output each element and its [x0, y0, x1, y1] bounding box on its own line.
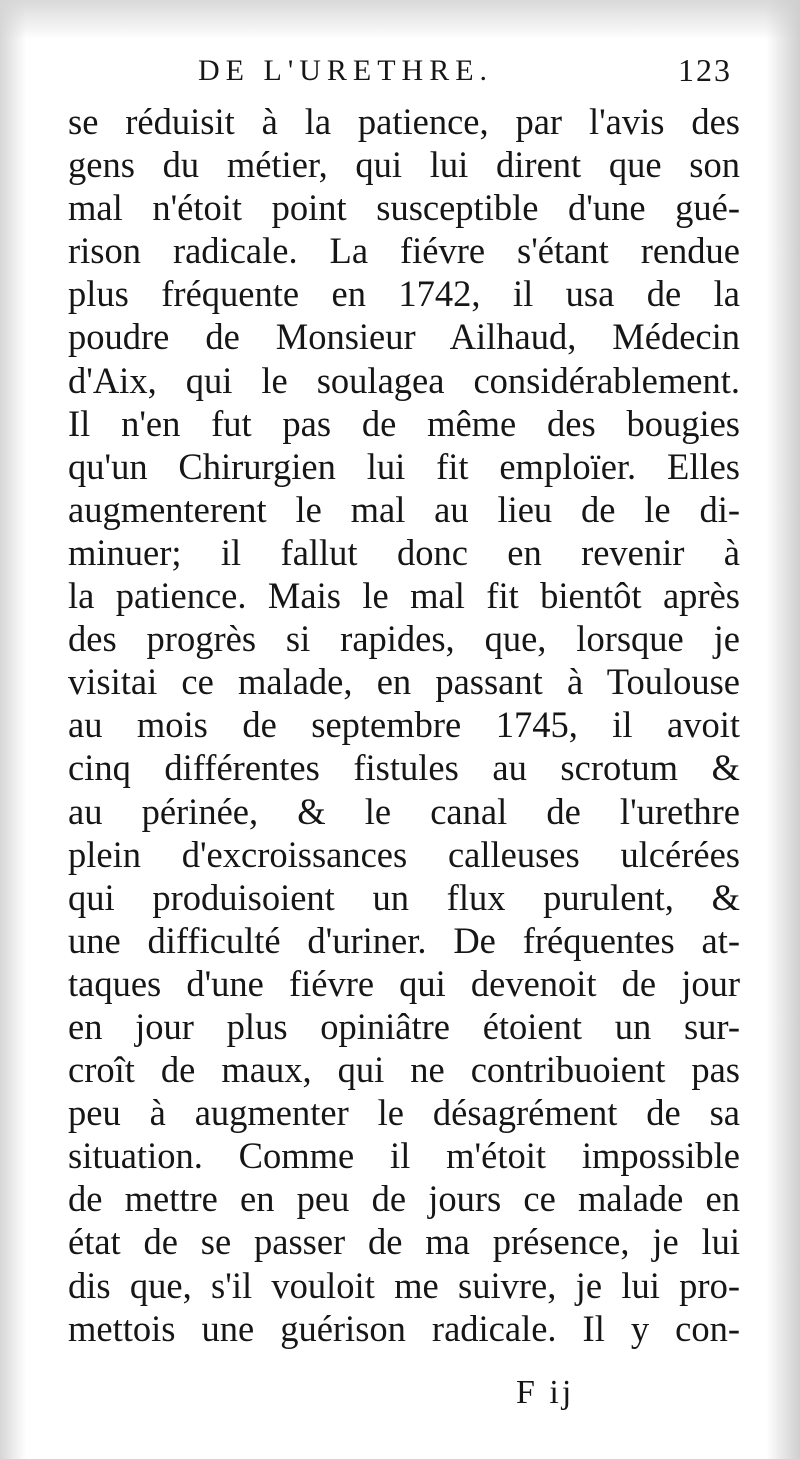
body-text: [68, 100, 740, 1350]
text-line: poudre de Monsieur Ailhaud, Médecin: [68, 316, 740, 358]
text-line: gens du métier, qui lui dirent que son: [68, 144, 740, 186]
text-line: mal n'étoit point susceptible d'une gué-: [68, 187, 740, 229]
text-line: d'Aix, qui le soulagea considérablement.: [68, 359, 740, 401]
text-line: situation. Comme il m'étoit impossible: [68, 1135, 740, 1177]
text-line: au mois de septembre 1745, il avoit: [68, 704, 740, 746]
text-line: dis que, s'il vouloit me suivre, je lui pro-: [68, 1264, 740, 1306]
text-line: augmenterent le mal au lieu de le di-: [68, 488, 740, 530]
text-line: se réduisit à la patience, par l'avis des: [68, 101, 740, 142]
text-line: visitai ce malade, en passant à Toulouse: [68, 661, 740, 703]
text-line: en jour plus opiniâtre étoient un sur-: [68, 1005, 740, 1047]
text-line: mettois une guérison radicale. Il y con-: [68, 1307, 740, 1349]
text-line: minuer; il fallut donc en revenir à: [68, 531, 740, 573]
text-line: la patience. Mais le mal fit bientôt après: [68, 575, 740, 617]
book-page: [60, 48, 750, 1428]
text-line: croît de maux, qui ne contribuoient pas: [68, 1049, 740, 1091]
text-line: plein d'excroissances calleuses ulcérées: [68, 833, 740, 875]
text-line: état de se passer de ma présence, je lui: [68, 1221, 740, 1263]
text-line: peu à augmenter le désagrément de sa: [68, 1092, 740, 1134]
text-line: une difficulté d'uriner. De fréquentes at-: [68, 919, 740, 961]
text-line: cinq différentes fistules au scrotum &: [68, 747, 740, 789]
running-title: DE L'URETHRE.: [198, 54, 494, 87]
running-head: [60, 48, 740, 102]
scan-shadow-left: [0, 0, 26, 1459]
text-line: de mettre en peu de jours ce malade en: [68, 1178, 740, 1220]
signature-mark: F ij: [516, 1374, 575, 1411]
text-line: Il n'en fut pas de même des bougies: [68, 402, 740, 444]
text-line: qui produisoient un flux purulent, &: [68, 876, 740, 918]
page-number: 123: [678, 52, 732, 88]
text-line: plus fréquente en 1742, il usa de la: [68, 273, 740, 315]
text-line: qu'un Chirurgien lui fit emploïer. Elles: [68, 445, 740, 487]
scan-shadow-right: [766, 0, 800, 1459]
scan-shadow-top: [0, 0, 800, 40]
text-line: au périnée, & le canal de l'urethre: [68, 790, 740, 832]
text-line: rison radicale. La fiévre s'étant rendue: [68, 230, 740, 272]
text-line: taques d'une fiévre qui devenoit de jour: [68, 962, 740, 1004]
text-line: des progrès si rapides, que, lorsque je: [68, 618, 740, 660]
